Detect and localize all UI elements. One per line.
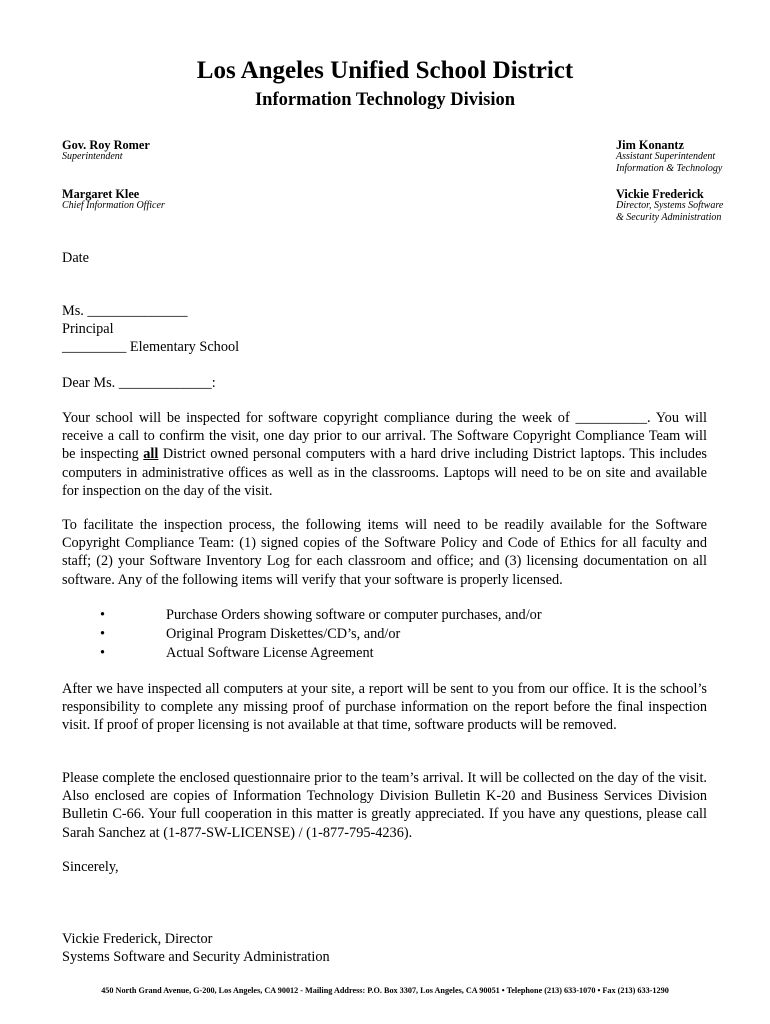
paragraph-1-text-b: District owned personal computers with a hard drive including District laptops. This includes computers in administrative offices as well as in the classrooms. Laptops will need to be on site and available for inspection on the day of the visit. — [62, 446, 707, 499]
paragraph-4: Please complete the enclosed questionnaire prior to the team’s arrival. It will be collected on the day of the visit. Also enclosed are copies of Information Technology Division Bulletin K-20 and Business Services Division Bulletin C-66. Your full cooperation in this matter is greatly appreciated. If you have any questions, please call Sarah Sanchez at (1-877-SW-LICENSE) / (1-877-795-4236). — [62, 770, 707, 841]
closing: Sincerely, — [62, 859, 119, 875]
signature-name: Vickie Frederick, Director — [62, 931, 213, 947]
paragraph-1-text-a: Your school will be inspected for software copyright compliance during the week of __________. You will receive a call to confirm the visit, one day prior to our arrival. The Software Copyright Compliance Team will be inspecting — [62, 410, 707, 463]
bullet-marker: • — [100, 645, 106, 661]
recipient-school: _________ Elementary School — [62, 339, 240, 355]
recipient-title: Principal — [62, 321, 114, 337]
bullet-marker: • — [100, 626, 106, 642]
official-title-konantz-1: Assistant Superintendent — [616, 151, 716, 162]
recipient-name: Ms. ______________ — [62, 303, 188, 319]
paragraph-1 — [62, 409, 707, 500]
official-title-romer: Superintendent — [62, 151, 123, 162]
bullet-item: Purchase Orders showing software or computer purchases, and/or — [166, 607, 542, 623]
bullet-marker: • — [100, 607, 106, 623]
official-name-romer: Gov. Roy Romer — [62, 138, 150, 152]
salutation: Dear Ms. _____________: — [62, 375, 216, 391]
official-name-frederick: Vickie Frederick — [616, 187, 704, 201]
official-name-konantz: Jim Konantz — [616, 138, 684, 152]
division-title: Information Technology Division — [254, 90, 516, 110]
bullet-item: Original Program Diskettes/CD’s, and/or — [166, 626, 401, 642]
official-title-frederick-1: Director, Systems Software — [616, 200, 724, 211]
footer-address: 450 North Grand Avenue, G-200, Los Angeles, CA 90012 - Mailing Address: P.O. Box 3307, Los Angeles, CA 90051 • Telephone (213) 633-1070 • Fax (213) 633-1290 — [101, 986, 669, 995]
paragraph-2: To facilitate the inspection process, the following items will need to be readily available for the Software Copyright Compliance Team: (1) signed copies of the Software Policy and Code of Ethics for all faculty and staff; (2) your Software Inventory Log for each classroom and office; and (3) licensing documentation on all software. Any of the following items will verify that your software is properly licensed. — [62, 517, 707, 588]
paragraph-3: After we have inspected all computers at your site, a report will be sent to you from our office. It is the school’s responsibility to complete any missing proof of purchase information on the report before the final inspection visit. If proof of proper licensing is not available at that time, software products will be removed. — [62, 681, 707, 734]
official-title-klee: Chief Information Officer — [62, 200, 165, 211]
official-title-konantz-2: Information & Technology — [616, 163, 723, 174]
official-title-frederick-2: & Security Administration — [616, 212, 722, 223]
district-title: Los Angeles Unified School District — [196, 57, 574, 84]
signature-title: Systems Software and Security Administration — [62, 949, 330, 965]
letter-date: Date — [62, 250, 89, 266]
bullet-item: Actual Software License Agreement — [166, 645, 374, 661]
paragraph-1-emphasis: all — [143, 446, 159, 463]
official-name-klee: Margaret Klee — [62, 187, 140, 201]
